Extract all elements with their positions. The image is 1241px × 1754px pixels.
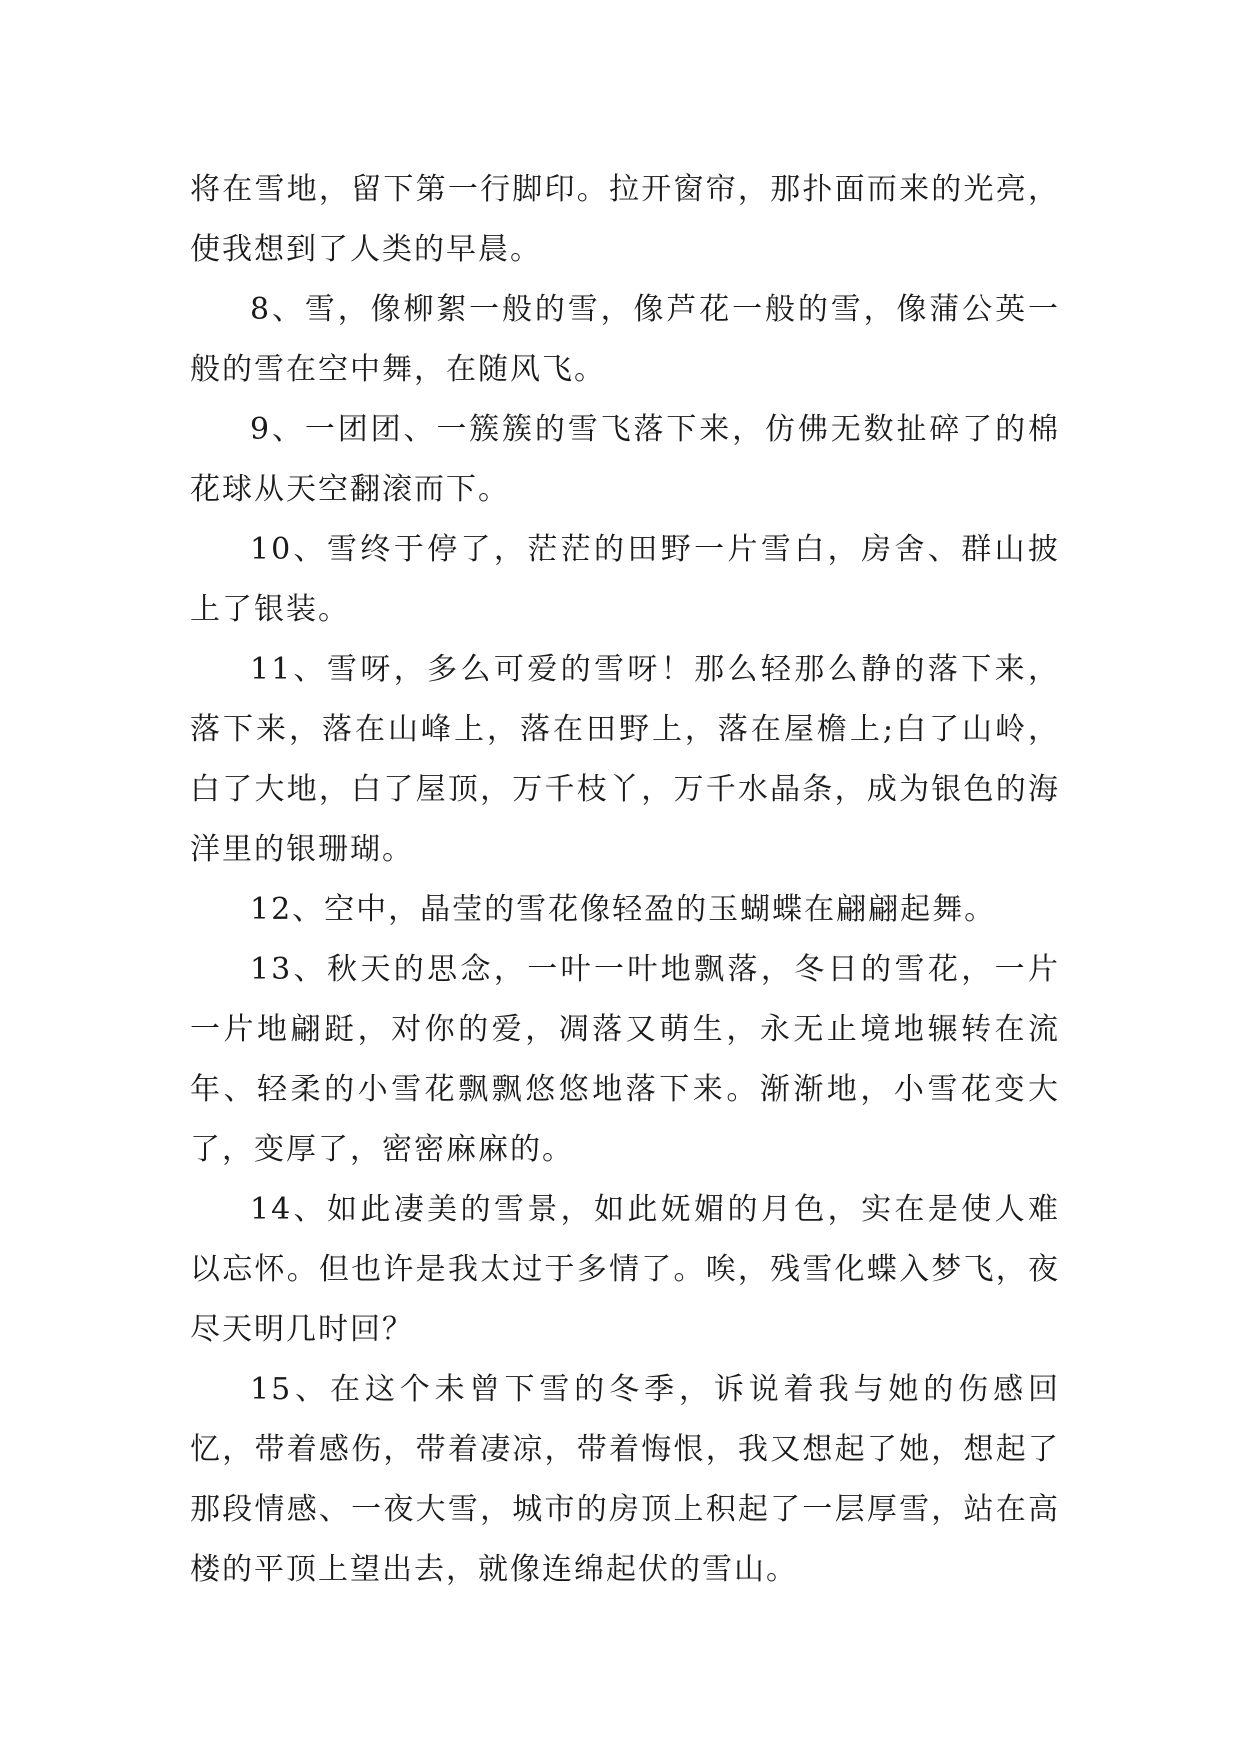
paragraph-item-14: 14、如此凄美的雪景，如此妩媚的月色，实在是使人难以忘怀。但也许是我太过于多情了。唉，残雪化蝶入梦飞，夜尽天明几时回？ [190,1192,1060,1347]
document-body [190,160,1060,1600]
paragraph-item-12: 12、空中，晶莹的雪花像轻盈的玉蝴蝶在翩翩起舞。 [250,892,997,927]
paragraph-item-11: 11、雪呀，多么可爱的雪呀！那么轻那么静的落下来，落下来，落在山峰上，落在田野上，落在屋檐上;白了山岭，白了大地，白了屋顶，万千枝丫，万千水晶条，成为银色的海洋里的银珊瑚。 [190,652,1060,867]
paragraph-item-8: 8、雪，像柳絮一般的雪，像芦花一般的雪，像蒲公英一般的雪在空中舞，在随风飞。 [190,292,1060,387]
paragraph-item-13: 13、秋天的思念，一叶一叶地飘落，冬日的雪花，一片一片地翩跹，对你的爱，凋落又萌生，永无止境地辗转在流年、轻柔的小雪花飘飘悠悠地落下来。渐渐地，小雪花变大了，变厚了，密密麻麻的。 [190,952,1060,1167]
paragraph-item-10: 10、雪终于停了，茫茫的田野一片雪白，房舍、群山披上了银装。 [190,532,1060,627]
paragraph-item-9: 9、一团团、一簇簇的雪飞落下来，仿佛无数扯碎了的棉花球从天空翻滚而下。 [190,412,1060,507]
paragraph-item-15: 15、在这个未曾下雪的冬季，诉说着我与她的伤感回忆，带着感伤，带着凄凉，带着悔恨，我又想起了她，想起了那段情感、一夜大雪，城市的房顶上积起了一层厚雪，站在高楼的平顶上望出去，就像连绵起伏的雪山。 [190,1372,1060,1587]
paragraph-continued: 将在雪地，留下第一行脚印。拉开窗帘，那扑面而来的光亮，使我想到了人类的早晨。 [190,172,1060,267]
